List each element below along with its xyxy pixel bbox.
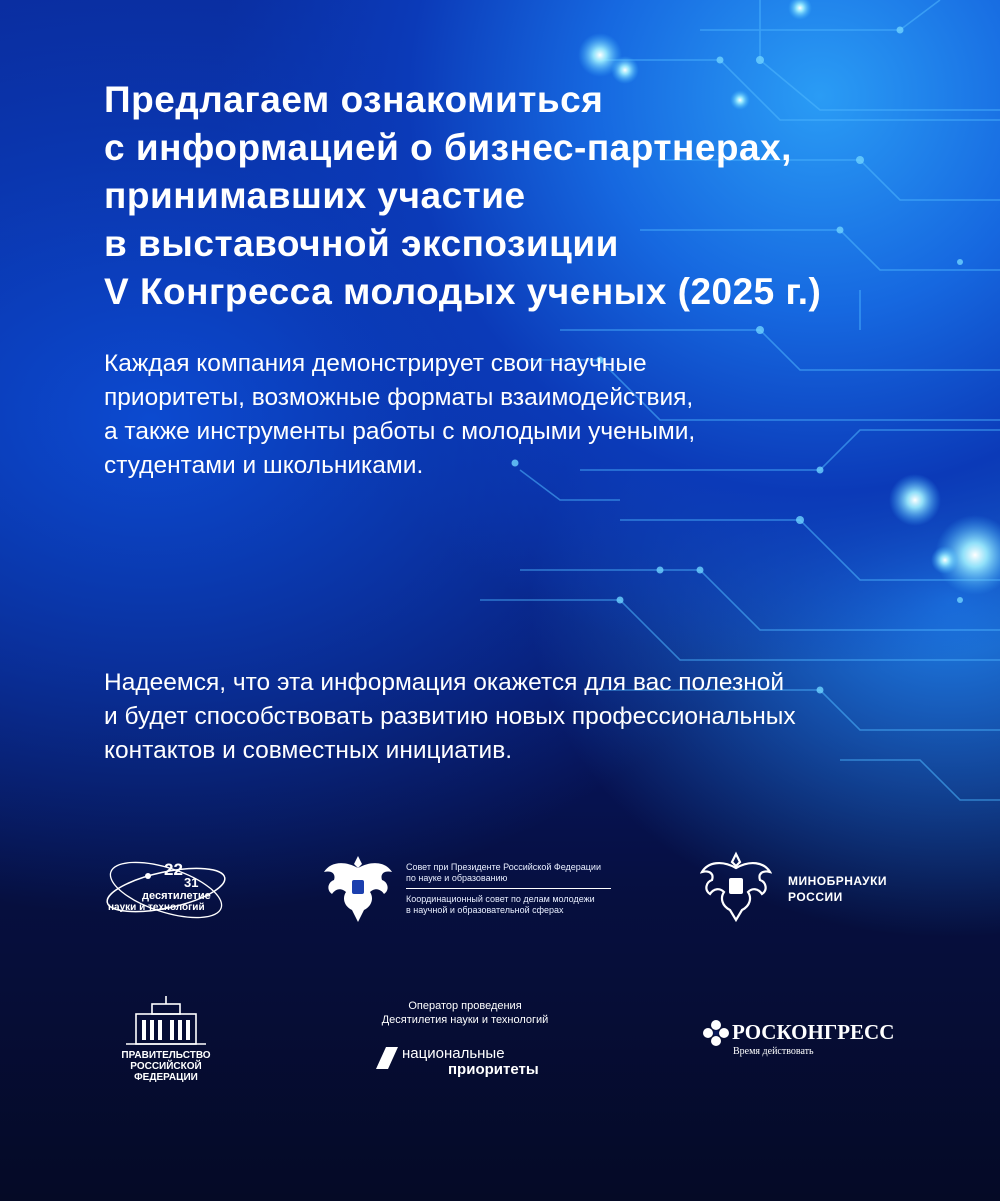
double-eagle-icon [322, 850, 394, 926]
operator-brand-top: национальные [402, 1045, 505, 1062]
government-line1: ПРАВИТЕЛЬСТВО [121, 1050, 211, 1061]
headline-line: в выставочной экспозиции [104, 223, 619, 264]
minobrnauki-logo [700, 850, 900, 930]
council-divider [406, 888, 611, 889]
operator-logo [370, 1000, 570, 1085]
government-logo [104, 996, 224, 1086]
operator-line2: Десятилетия науки и технологий [381, 1014, 549, 1026]
closing-line: контактов и совместных инициатив. [104, 737, 513, 764]
operator-brand-bottom: приоритеты [448, 1061, 539, 1078]
council-line2: по науке и образованию [406, 873, 508, 883]
government-building-icon [116, 996, 216, 1048]
council-line1: Совет при Президенте Российской Федерации [406, 862, 601, 872]
coat-of-arms-icon [700, 850, 772, 924]
closing-line: Надеемся, что эта информация окажется для вас полезной [104, 669, 785, 696]
intro-paragraph [104, 347, 695, 483]
slash-icon [376, 1047, 400, 1069]
closing-paragraph [104, 666, 796, 768]
intro-line: а также инструменты работы с молодыми учеными, [104, 418, 696, 445]
flower-icon [703, 1020, 729, 1046]
minobrnauki-line2: РОССИИ [788, 890, 843, 904]
intro-line: приоритеты, возможные форматы взаимодействия, [104, 384, 694, 411]
closing-line: и будет способствовать развитию новых профессиональных [104, 703, 796, 730]
government-line3: ФЕДЕРАЦИИ [134, 1072, 198, 1083]
headline-line: с информацией о бизнес-партнерах, [104, 127, 792, 168]
intro-line: Каждая компания демонстрирует свои научные [104, 350, 647, 377]
decade-year-bottom: 31 [184, 875, 199, 890]
roscongress-tagline: Время действовать [733, 1046, 814, 1057]
headline-line: принимавших участие [104, 175, 526, 216]
council-line3: Координационный совет по делам молодежи [406, 894, 595, 904]
intro-line: студентами и школьниками. [104, 452, 424, 479]
council-line4: в научной и образовательной сферах [406, 905, 564, 915]
decade-logo [104, 850, 234, 935]
decade-year-top: 22 [164, 860, 183, 879]
headline-line: Предлагаем ознакомиться [104, 79, 604, 120]
headline [104, 76, 964, 316]
roscongress-name: РОСКОНГРЕСС [732, 1020, 895, 1044]
government-line2: РОССИЙСКОЙ [130, 1061, 202, 1072]
headline-line: V Конгресса молодых ученых (2025 г.) [104, 271, 822, 312]
decade-line2: науки и технологий [108, 902, 205, 913]
decade-line1: десятилетие [142, 890, 211, 902]
council-logo [322, 850, 622, 930]
roscongress-logo [703, 1018, 903, 1068]
operator-line1: Оператор проведения [408, 1000, 522, 1012]
minobrnauki-line1: МИНОБРНАУКИ [788, 874, 888, 888]
